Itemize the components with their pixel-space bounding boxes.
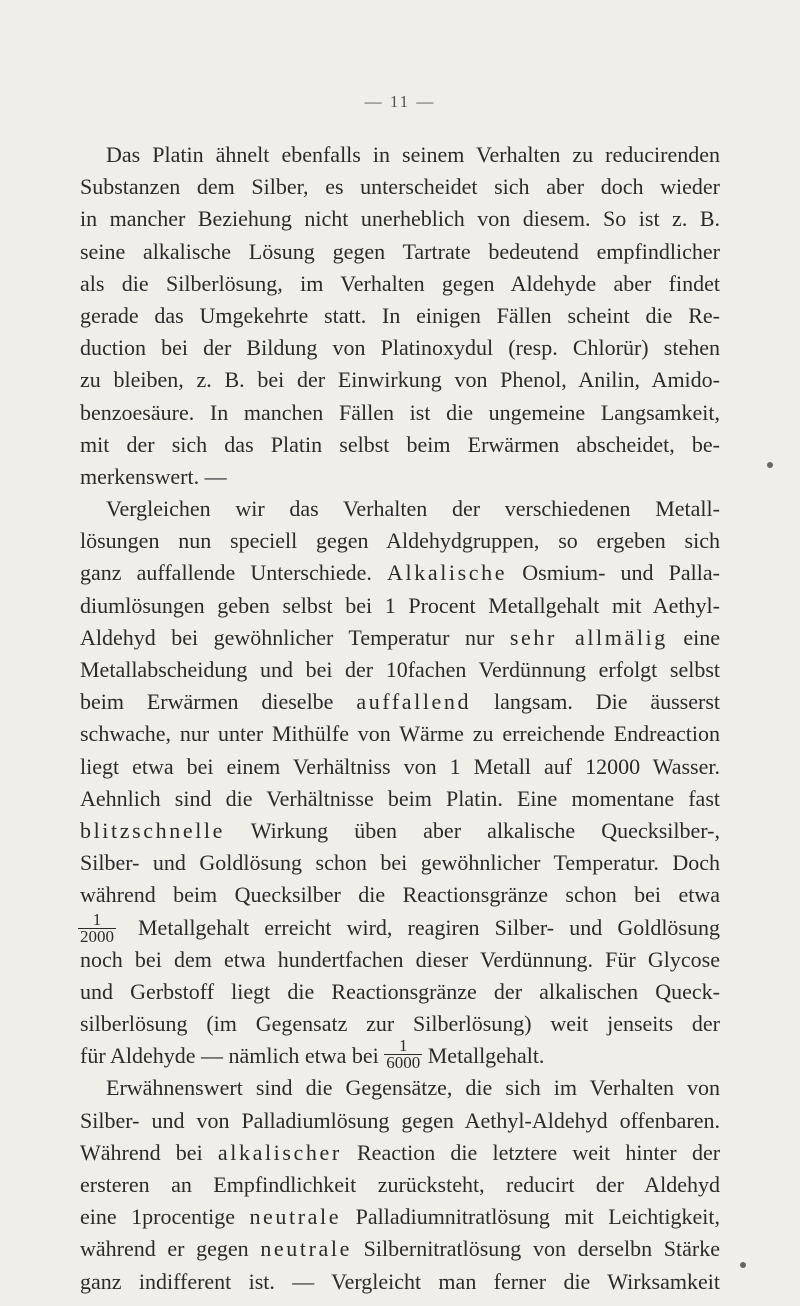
fraction-numerator: 1 — [384, 1038, 422, 1055]
text-segment: Wirkung üben aber alkalische Quecksilber-, — [250, 817, 720, 843]
text-line: Aehnlich sind die Verhältnisse beim Platin. Eine momentane fast — [80, 785, 720, 811]
text-line — [80, 686, 720, 718]
text-line — [80, 1137, 720, 1169]
text-line: Erwähnenswert sind die Gegensätze, die sich im Verhalten von — [106, 1075, 720, 1101]
fraction-numerator: 1 — [78, 912, 116, 929]
text-line: lösungen nun speciell gegen Aldehydgruppen, so ergeben sich — [80, 528, 720, 554]
text-segment: Reaction die letztere weit hinter der — [357, 1139, 720, 1165]
text-line — [80, 1201, 720, 1233]
fraction-denominator: 6000 — [386, 1052, 421, 1072]
text-line — [80, 1233, 720, 1265]
emphasized-text: Alkalische — [387, 560, 508, 586]
fraction-denominator: 2000 — [80, 926, 114, 946]
text-line — [80, 815, 720, 847]
text-segment: während er gegen — [80, 1236, 249, 1262]
text-line: während beim Quecksilber die Reactionsgränze schon bei etwa — [80, 882, 720, 908]
text-line: benzoesäure. In manchen Fällen ist die ungemeine Langsamkeit, — [80, 399, 720, 425]
text-segment: beim Erwärmen dieselbe — [80, 689, 334, 715]
text-line — [80, 622, 720, 654]
text-line: Substanzen dem Silber, es unterscheidet sich aber doch wieder — [80, 174, 720, 200]
text-segment: eine 1procentige — [80, 1204, 235, 1230]
text-line: Vergleichen wir das Verhalten der verschiedenen Metall- — [106, 496, 720, 522]
text-line: in mancher Beziehung nicht unerheblich von diesem. So ist z. B. — [80, 206, 720, 232]
text-line: Silber- und von Palladiumlösung gegen Aethyl-Aldehyd offenbaren. — [80, 1107, 720, 1133]
text-line: noch bei dem etwa hundertfachen dieser Verdünnung. Für Glycose — [80, 946, 720, 972]
emphasized-text: blitzschnelle — [80, 817, 225, 843]
fraction — [78, 909, 116, 946]
text-segment: Aldehyd bei gewöhnlicher Temperatur nur — [80, 624, 495, 650]
emphasized-text: neutrale — [249, 1204, 342, 1230]
text-line-with-fraction — [80, 909, 720, 946]
text-line: ersteren an Empfindlichkeit zurücksteht, reducirt der Aldehyd — [80, 1172, 720, 1197]
text-line: silberlösung (im Gegensatz zur Silberlösung) weit jenseits der — [80, 1011, 720, 1037]
text-line — [80, 557, 720, 589]
text-segment: Metallgehalt. — [427, 1043, 545, 1069]
text-line: seine alkalische Lösung gegen Tartrate bedeutend empfindlicher — [80, 238, 720, 264]
text-segment: Metallgehalt erreicht wird, reagiren Silber- und Goldlösung — [138, 914, 720, 940]
text-line: duction bei der Bildung von Platinoxydul (resp. Chlorür) stehen — [80, 335, 720, 361]
text-segment: Während bei — [80, 1139, 203, 1165]
emphasized-text: alkalischer — [217, 1139, 342, 1165]
text-segment: Silbernitratlösung von derselbn Stärke — [363, 1236, 720, 1262]
text-line: gerade das Umgekehrte statt. In einigen Fällen scheint die Re- — [80, 302, 720, 328]
text-line: als die Silberlösung, im Verhalten gegen Aldehyde aber findet — [80, 270, 720, 296]
text-segment: für Aldehyde — nämlich etwa bei — [80, 1043, 379, 1069]
text-segment: Palladiumnitratlösung mit Leichtigkeit, — [355, 1204, 720, 1230]
emphasized-text: sehr allmälig — [509, 624, 668, 650]
text-line-with-fraction — [80, 1035, 720, 1072]
text-line: merkenswert. — — [80, 463, 227, 489]
text-line: schwache, nur unter Mithülfe von Wärme zu erreichende Endreaction — [80, 721, 720, 747]
text-segment: Osmium- und Palla- — [522, 560, 720, 586]
text-segment: eine — [683, 624, 720, 650]
speck-mark — [767, 462, 773, 468]
text-line: diumlösungen geben selbst bei 1 Procent Metallgehalt mit Aethyl- — [80, 592, 720, 618]
text-line: und Gerbstoff liegt die Reactionsgränze der alkalischen Queck- — [80, 978, 720, 1004]
text-line: liegt etwa bei einem Verhältniss von 1 Metall auf 12000 Wasser. — [80, 753, 720, 779]
page-number: — 11 — — [364, 92, 436, 111]
text-line: Metallabscheidung und bei der 10fachen Verdünnung erfolgt selbst — [80, 657, 720, 682]
text-line: mit der sich das Platin selbst beim Erwärmen abscheidet, be- — [80, 431, 720, 457]
text-line: Das Platin ähnelt ebenfalls in seinem Verhalten zu reducirenden — [106, 142, 720, 167]
fraction — [384, 1035, 422, 1072]
emphasized-text: auffallend — [356, 689, 472, 715]
document-body — [80, 139, 720, 1298]
text-line: zu bleiben, z. B. bei der Einwirkung von Phenol, Anilin, Amido- — [80, 367, 720, 393]
emphasized-text: neutrale — [260, 1236, 352, 1262]
text-segment: ganz auffallende Unterschiede. — [80, 560, 372, 586]
text-line: Silber- und Goldlösung schon bei gewöhnlicher Temperatur. Doch — [80, 850, 720, 876]
speck-mark — [740, 1262, 746, 1268]
text-segment: langsam. Die äusserst — [494, 689, 720, 715]
text-line: ganz indifferent ist. — Vergleicht man ferner die Wirksamkeit — [80, 1268, 720, 1294]
